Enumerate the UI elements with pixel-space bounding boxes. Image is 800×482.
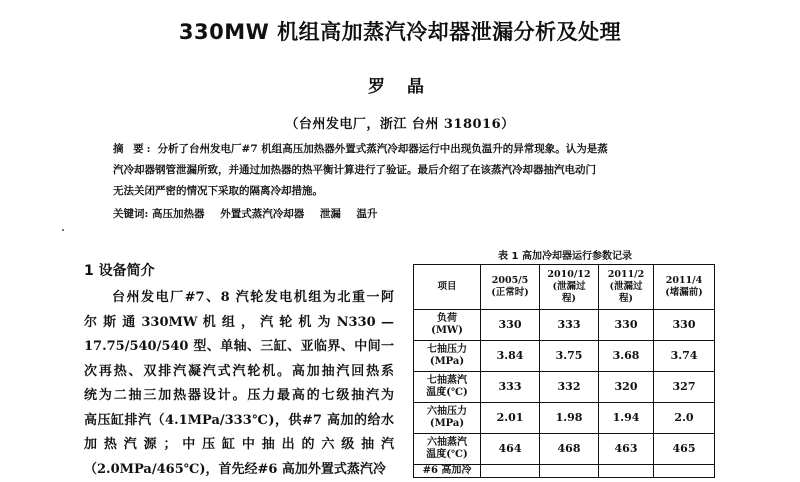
table-caption: 表 1 高加冷却器运行参数记录 <box>410 247 720 262</box>
row-label: #6 高加冷 <box>414 465 481 478</box>
body-line: 加 热 汽 源 ； 中 压 缸 中 抽 出 的 六 级 抽 汽 <box>84 433 394 458</box>
table-cell: 3.74 <box>654 341 715 372</box>
body-line: 尔 斯 通 330MW 机 组 ， 汽 轮 机 为 N330 — <box>84 311 394 336</box>
row-label: 六抽压力 (MPa) <box>414 403 481 434</box>
table-cell: 330 <box>654 310 715 341</box>
affiliation: （台州发电厂，浙江 台州 318016） <box>0 113 800 132</box>
table-cell: 464 <box>481 434 540 465</box>
table-cell <box>540 465 599 478</box>
table-cell: 327 <box>654 372 715 403</box>
abstract-line <box>113 139 703 160</box>
row-label: 负荷 (MW) <box>414 310 481 341</box>
abstract-line: 无法关闭严密的情况下采取的隔离冷却措施。 <box>113 181 703 202</box>
table-header-cell: 2005/5 (正常时) <box>481 265 540 310</box>
table-cell: 330 <box>481 310 540 341</box>
abstract-line: 汽冷却器钢管泄漏所致，并通过加热器的热平衡计算进行了验证。最后介绍了在该蒸汽冷却器抽汽电动门 <box>113 160 703 181</box>
table-header-row <box>414 265 715 310</box>
paper-title: 330MW 机组高加蒸汽冷却器泄漏分析及处理 <box>0 16 800 46</box>
abstract-label: 摘 要: <box>113 143 154 155</box>
table-cell: 463 <box>599 434 654 465</box>
keywords <box>113 206 390 221</box>
table-header-cell: 2010/12 (泄漏过 程) <box>540 265 599 310</box>
table-cell: 3.75 <box>540 341 599 372</box>
table-cell: 333 <box>481 372 540 403</box>
table-row <box>414 465 715 478</box>
scan-speck <box>62 229 64 231</box>
table-cell: 330 <box>599 310 654 341</box>
table-header-cell: 项目 <box>414 265 481 310</box>
table-row <box>414 434 715 465</box>
abstract <box>113 139 703 202</box>
table-cell: 1.98 <box>540 403 599 434</box>
row-label: 六抽蒸汽 温度(℃) <box>414 434 481 465</box>
table-cell: 333 <box>540 310 599 341</box>
table-cell <box>481 465 540 478</box>
table-row <box>414 341 715 372</box>
table-row <box>414 403 715 434</box>
body-line: 高压缸排汽（4.1MPa/333℃)，供#7 高加的给水 <box>84 409 394 434</box>
section-body <box>84 286 394 482</box>
body-line: 次再热、双排汽凝汽式汽轮机。高加抽汽回热系 <box>84 360 394 385</box>
table-header-cell: 2011/4 (堵漏前) <box>654 265 715 310</box>
table-cell: 3.84 <box>481 341 540 372</box>
table-cell: 465 <box>654 434 715 465</box>
body-line: （2.0MPa/465℃)，首先经#6 高加外置式蒸汽冷 <box>84 458 394 482</box>
parameters-table <box>413 264 715 478</box>
body-line: 台州发电厂#7、8 汽轮发电机组为北重一阿 <box>84 286 394 311</box>
table-cell: 332 <box>540 372 599 403</box>
author-name: 罗 晶 <box>0 72 800 97</box>
table-cell: 3.68 <box>599 341 654 372</box>
keyword: 温升 <box>357 208 378 220</box>
body-line: 17.75/540/540 型、单轴、三缸、亚临界、中间一 <box>84 335 394 360</box>
table-cell: 2.0 <box>654 403 715 434</box>
keyword: 泄漏 <box>320 208 341 220</box>
section-heading: 1 设备简介 <box>84 260 155 280</box>
body-line: 统为二抽三加热器设计。压力最高的七级抽汽为 <box>84 384 394 409</box>
table-cell <box>654 465 715 478</box>
keywords-label: 关键词: <box>113 208 148 220</box>
row-label: 七抽压力 (MPa) <box>414 341 481 372</box>
table-header-cell: 2011/2 (泄漏过 程) <box>599 265 654 310</box>
table-row <box>414 310 715 341</box>
table-cell: 1.94 <box>599 403 654 434</box>
keyword: 外置式蒸汽冷却器 <box>220 208 304 220</box>
table-cell: 2.01 <box>481 403 540 434</box>
table-cell <box>599 465 654 478</box>
table-cell: 320 <box>599 372 654 403</box>
table-cell: 468 <box>540 434 599 465</box>
table-row <box>414 372 715 403</box>
keyword: 高压加热器 <box>152 208 205 220</box>
abstract-text: 分析了台州发电厂#7 机组高压加热器外置式蒸汽冷却器运行中出现负温升的异常现象。认为是蒸 <box>158 143 608 155</box>
row-label: 七抽蒸汽 温度(℃) <box>414 372 481 403</box>
